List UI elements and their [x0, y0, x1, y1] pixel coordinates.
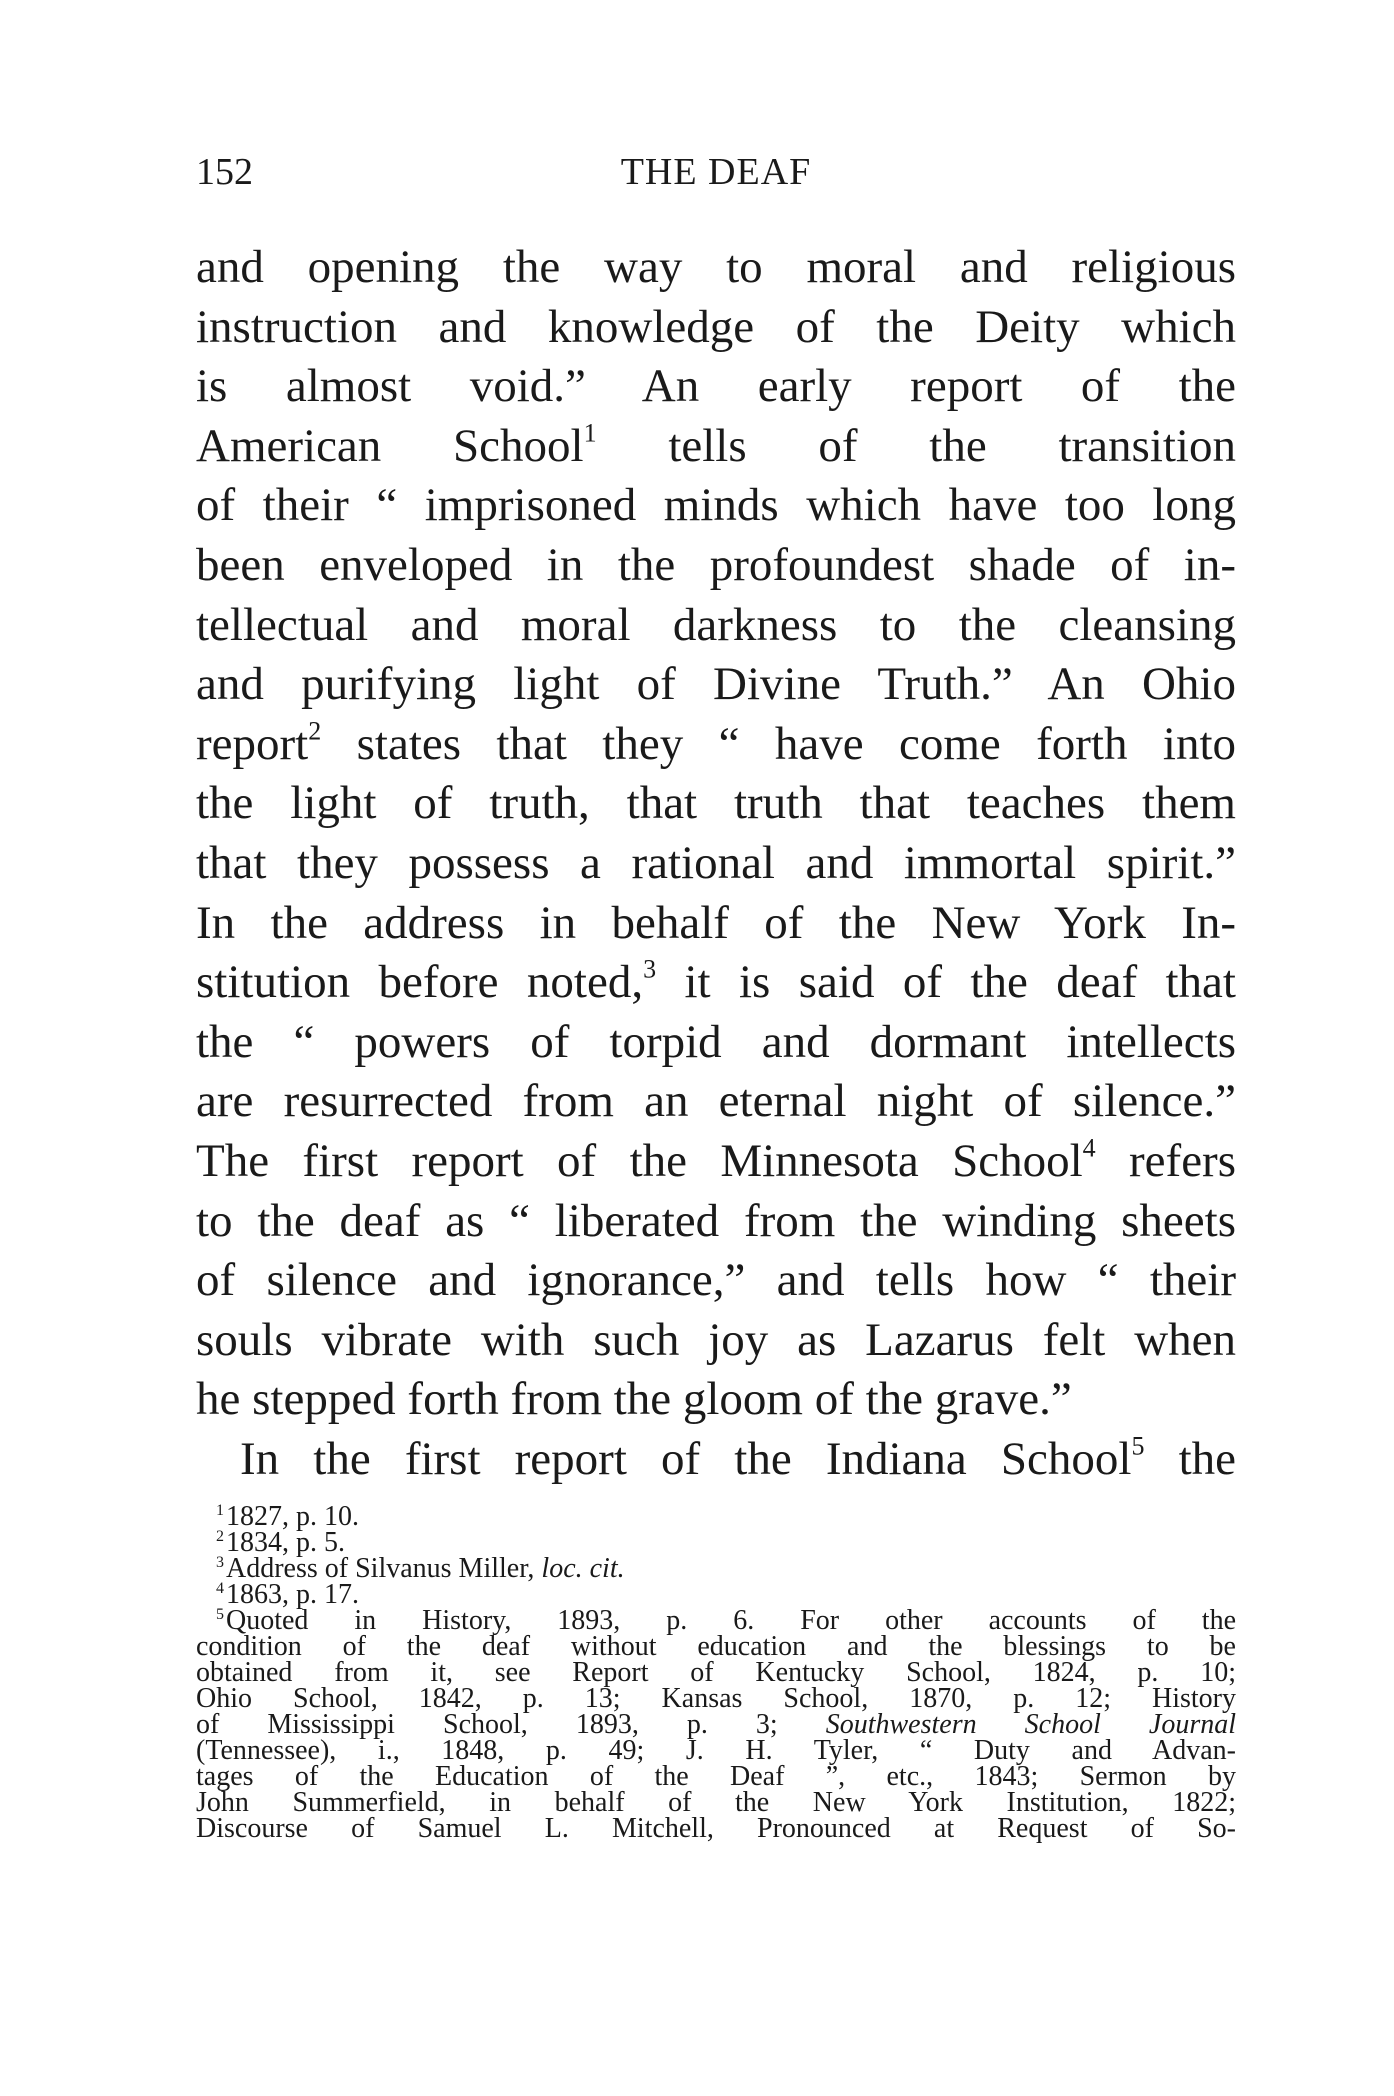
footnote-text: Address of Silvanus Miller, [226, 1553, 542, 1584]
body-line: to the deaf as “ liberated from the winding sheets [196, 1194, 1236, 1247]
footnote-5-line: condition of the deaf without education and the blessings to be [196, 1631, 1236, 1662]
footnote-mark: 3 [216, 1554, 224, 1572]
footnote-mark: 5 [216, 1606, 224, 1624]
body-line-text: refers [1095, 1134, 1236, 1187]
footnote-ref: 5 [1131, 1431, 1145, 1461]
footnote-ref: 4 [1082, 1133, 1096, 1163]
footnote-5-line: John Summerfield, in behalf of the New York Institution, 1822; [196, 1787, 1236, 1818]
footnote-text: 1834, p. 5. [226, 1527, 345, 1558]
body-line [196, 715, 1236, 775]
footnote-ref: 1 [583, 418, 597, 448]
body-line: instruction and knowledge of the Deity which [196, 300, 1236, 353]
body-line: been enveloped in the profoundest shade of in- [196, 538, 1236, 591]
footnote-italic: loc. cit. [541, 1553, 625, 1584]
body-line [196, 417, 1236, 477]
body-line: the “ powers of torpid and dormant intellects [196, 1015, 1236, 1068]
footnote-5-line: obtained from it, see Report of Kentucky School, 1824, p. 10; [196, 1657, 1236, 1688]
footnote-ref: 3 [643, 954, 657, 984]
running-head: THE DEAF [620, 151, 812, 193]
footnote-5-line: Discourse of Samuel L. Mitchell, Pronounced at Request of So- [196, 1813, 1236, 1844]
body-text [196, 238, 1236, 1489]
page-header [196, 150, 1236, 200]
body-line: are resurrected from an eternal night of silence.” [196, 1075, 1236, 1128]
footnote-1 [196, 1501, 1236, 1532]
body-line-text: American School [196, 419, 584, 472]
body-line-text: The first report of the Minnesota School [196, 1134, 1083, 1187]
footnote-5-line: Ohio School, 1842, p. 13; Kansas School, 1870, p. 12; History [196, 1683, 1236, 1714]
body-line-text: tells of the transition [596, 419, 1236, 472]
body-line: and opening the way to moral and religious [196, 241, 1236, 293]
footnote-text: 1827, p. 10. [226, 1501, 359, 1532]
footnote-italic: Southwestern School Journal [825, 1709, 1236, 1740]
body-line: In the address in behalf of the New York In- [196, 896, 1236, 949]
body-line-text: it is said of the deaf that [656, 956, 1236, 1009]
body-line: he stepped forth from the gloom of the grave.” [196, 1373, 1072, 1426]
footnote-mark: 4 [216, 1580, 224, 1598]
page-number: 152 [196, 151, 253, 193]
body-line [196, 1132, 1236, 1192]
footnote-5-line: (Tennessee), i., 1848, p. 49; J. H. Tyler, “ Duty and Advan- [196, 1735, 1236, 1766]
footnote-text: 1863, p. 17. [226, 1579, 359, 1610]
body-line [196, 953, 1236, 1013]
footnote-text: of Mississippi School, 1893, p. 3; [196, 1709, 826, 1740]
footnote-mark: 2 [216, 1528, 224, 1546]
body-line-text: In the first report of the Indiana School [240, 1432, 1132, 1485]
body-line: that they possess a rational and immortal spirit.” [196, 836, 1236, 889]
body-line: tellectual and moral darkness to the cleansing [196, 598, 1236, 651]
footnote-5-line: tages of the Education of the Deaf ”, etc., 1843; Sermon by [196, 1761, 1236, 1792]
body-line-text: states that they “ have come forth into [321, 717, 1236, 770]
body-line-text: stitution before noted, [196, 956, 644, 1009]
body-line [196, 1430, 1236, 1490]
body-line: the light of truth, that truth that teaches them [196, 777, 1236, 830]
body-line: of silence and ignorance,” and tells how “ their [196, 1254, 1236, 1307]
footnotes [196, 1501, 1236, 1844]
footnote-mark: 1 [216, 1502, 224, 1520]
body-line: souls vibrate with such joy as Lazarus felt when [196, 1313, 1236, 1366]
body-line-text: the [1144, 1432, 1236, 1485]
footnote-text: Quoted in History, 1893, p. 6. For other accounts of the [226, 1605, 1236, 1636]
body-line: and purifying light of Divine Truth.” An Ohio [196, 658, 1236, 711]
body-line-text: report [196, 717, 309, 770]
body-line: is almost void.” An early report of the [196, 360, 1236, 413]
body-line: of their “ imprisoned minds which have too long [196, 479, 1236, 532]
footnote-ref: 2 [308, 716, 322, 746]
